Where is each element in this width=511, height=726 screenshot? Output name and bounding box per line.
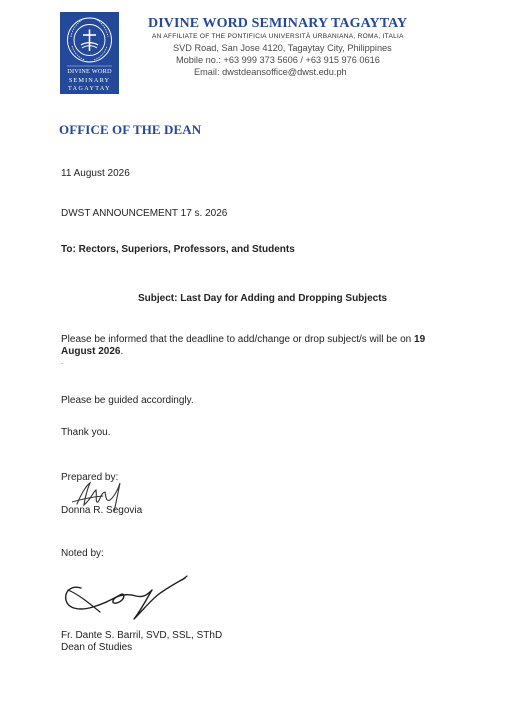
subject-line: Subject: Last Day for Adding and Dropping Subjects	[138, 293, 388, 304]
seal-label-line-2: SEMINARY	[68, 77, 111, 84]
seminary-seal-logo	[60, 12, 119, 94]
affiliate-line: AN AFFILIATE OF THE PONTIFICIA UNIVERSITÀ URBANIANA, ROMA, ITALIA	[152, 33, 404, 40]
dean-signature	[58, 570, 194, 626]
deadline-month-year: August 2026	[61, 346, 121, 357]
memo-date: 11 August 2026	[61, 168, 130, 179]
seal-label-line-3: TAGAYTAY	[68, 86, 111, 92]
email-line: Email: dwstdeansoffice@dwst.edu.ph	[194, 67, 347, 77]
mobile-line: Mobile no.: +63 999 373 5606 / +63 915 976 0616	[176, 55, 380, 65]
stray-dot-mark: .	[61, 359, 63, 366]
preparer-name: Donna R. Segovia	[61, 505, 143, 516]
guidance-line: Please be guided accordingly.	[61, 395, 194, 406]
body-paragraph-line-1	[61, 334, 425, 346]
closing-line: Thank you.	[61, 427, 111, 438]
deadline-day: 19	[414, 334, 426, 345]
body-paragraph-line-2	[61, 346, 123, 358]
sentence-period: .	[120, 346, 124, 357]
address-line: SVD Road, San Jose 4120, Tagaytay City, Philippines	[173, 43, 392, 53]
seal-label-line-1: DIVINE WORD	[67, 68, 112, 75]
prepared-by-label: Prepared by:	[61, 472, 119, 483]
office-title: OFFICE OF THE DEAN	[59, 122, 202, 137]
dean-name: Fr. Dante S. Barril, SVD, SSL, SThD	[61, 630, 223, 641]
dean-title: Dean of Studies	[61, 642, 133, 653]
recipients-line: To: Rectors, Superiors, Professors, and Students	[61, 244, 295, 255]
organization-name: DIVINE WORD SEMINARY TAGAYTAY	[148, 16, 408, 31]
noted-by-label: Noted by:	[61, 548, 104, 559]
body-paragraph-text: Please be informed that the deadline to add/change or drop subject/s will be on	[61, 334, 412, 345]
announcement-number: DWST ANNOUNCEMENT 17 s. 2026	[61, 208, 228, 219]
